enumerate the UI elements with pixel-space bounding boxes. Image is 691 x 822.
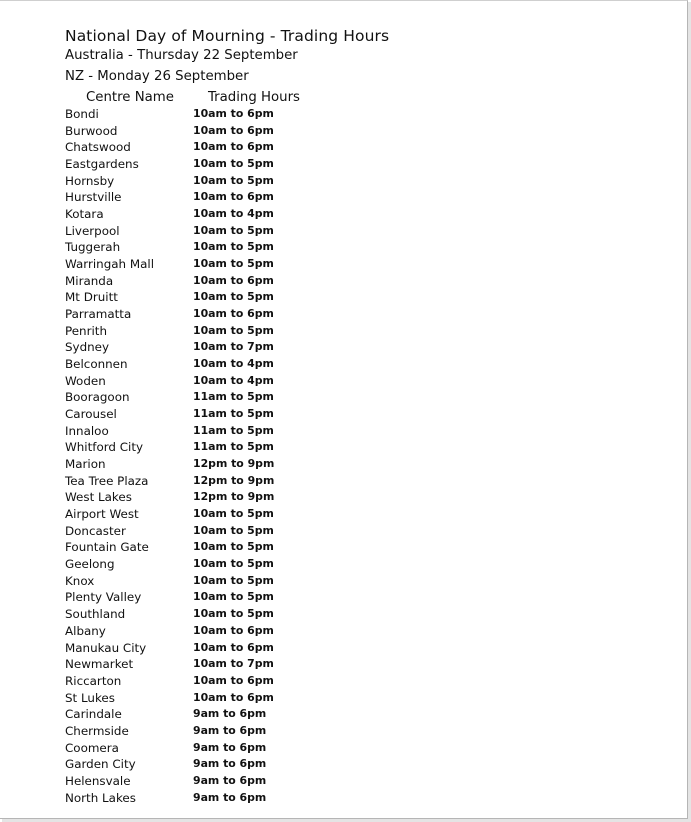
trading-hours-cell: 10am to 6pm	[193, 140, 274, 154]
trading-hours-cell: 12pm to 9pm	[193, 473, 275, 487]
centre-name-cell: Miranda	[65, 273, 114, 288]
table-row	[0, 706, 688, 723]
centre-name-cell: Warringah Mall	[65, 257, 154, 272]
trading-hours-cell: 10am to 6pm	[193, 190, 274, 204]
trading-hours-cell: 10am to 5pm	[193, 523, 274, 537]
centre-name-cell: Garden City	[65, 757, 136, 772]
table-row	[0, 523, 688, 540]
table-row	[0, 423, 688, 440]
trading-hours-cell: 11am to 5pm	[193, 390, 274, 404]
table-row	[0, 223, 688, 240]
table-row	[0, 439, 688, 456]
centre-name-cell: Southland	[65, 607, 126, 622]
centre-name-cell: Riccarton	[65, 673, 122, 688]
table-row	[0, 690, 688, 707]
centre-name-cell: Carindale	[65, 707, 122, 722]
trading-hours-cell: 10am to 5pm	[193, 573, 274, 587]
table-row	[0, 189, 688, 206]
page-title: National Day of Mourning - Trading Hours	[65, 27, 390, 45]
centre-name-cell: Doncaster	[65, 523, 126, 538]
trading-hours-cell: 10am to 5pm	[193, 157, 274, 171]
trading-hours-cell: 10am to 4pm	[193, 357, 274, 371]
table-row	[0, 373, 688, 390]
table-row	[0, 740, 688, 757]
table-row	[0, 489, 688, 506]
trading-hours-cell: 10am to 5pm	[193, 223, 274, 237]
table-row	[0, 156, 688, 173]
trading-hours-cell: 11am to 5pm	[193, 440, 274, 454]
centre-name-cell: Fountain Gate	[65, 540, 149, 555]
centre-name-cell: Belconnen	[65, 357, 128, 372]
centre-name-cell: St Lukes	[65, 690, 115, 705]
centre-name-cell: Albany	[65, 623, 106, 638]
table-row	[0, 239, 688, 256]
trading-hours-cell: 10am to 4pm	[193, 207, 274, 221]
table-row	[0, 539, 688, 556]
trading-hours-cell: 10am to 5pm	[193, 607, 274, 621]
centre-name-cell: Airport West	[65, 507, 139, 522]
centre-name-cell: Whitford City	[65, 440, 144, 455]
table-row	[0, 139, 688, 156]
table-row	[0, 389, 688, 406]
table-row	[0, 723, 688, 740]
table-row	[0, 573, 688, 590]
trading-hours-cell: 10am to 5pm	[193, 557, 274, 571]
centre-name-cell: Chatswood	[65, 140, 131, 155]
centre-name-cell: North Lakes	[65, 790, 136, 805]
centre-name-cell: Kotara	[65, 207, 104, 222]
table-row	[0, 589, 688, 606]
trading-hours-cell: 9am to 6pm	[193, 740, 267, 754]
trading-hours-cell: 10am to 5pm	[193, 257, 274, 271]
subtitle-australia: Australia - Thursday 22 September	[65, 48, 298, 63]
subtitle-nz: NZ - Monday 26 September	[65, 69, 249, 84]
centre-name-cell: Innaloo	[65, 423, 109, 438]
table-row	[0, 306, 688, 323]
table-row	[0, 456, 688, 473]
trading-hours-cell: 9am to 6pm	[193, 723, 267, 737]
table-row	[0, 173, 688, 190]
centre-name-cell: West Lakes	[65, 490, 132, 505]
centre-name-cell: Helensvale	[65, 773, 131, 788]
centre-name-cell: Tea Tree Plaza	[65, 473, 149, 488]
trading-hours-cell: 12pm to 9pm	[193, 490, 275, 504]
column-header-centre-name: Centre Name	[86, 90, 174, 105]
table-row	[0, 606, 688, 623]
centre-name-cell: Booragoon	[65, 390, 130, 405]
trading-hours-cell: 10am to 5pm	[193, 590, 274, 604]
trading-hours-cell: 11am to 5pm	[193, 423, 274, 437]
table-row	[0, 673, 688, 690]
table-row	[0, 473, 688, 490]
centre-name-cell: Carousel	[65, 407, 117, 422]
table-row	[0, 106, 688, 123]
trading-hours-cell: 10am to 6pm	[193, 673, 274, 687]
table-row	[0, 656, 688, 673]
centre-name-cell: Manukau City	[65, 640, 147, 655]
trading-hours-cell: 10am to 7pm	[193, 340, 274, 354]
table-row	[0, 640, 688, 657]
trading-hours-cell: 10am to 6pm	[193, 273, 274, 287]
trading-hours-table	[0, 106, 688, 806]
trading-hours-cell: 10am to 7pm	[193, 657, 274, 671]
centre-name-cell: Knox	[65, 573, 95, 588]
table-row	[0, 556, 688, 573]
table-row	[0, 289, 688, 306]
table-row	[0, 256, 688, 273]
table-row	[0, 756, 688, 773]
centre-name-cell: Mt Druitt	[65, 290, 118, 305]
trading-hours-cell: 10am to 5pm	[193, 240, 274, 254]
table-row	[0, 273, 688, 290]
centre-name-cell: Burwood	[65, 123, 118, 138]
trading-hours-cell: 10am to 5pm	[193, 540, 274, 554]
table-row	[0, 206, 688, 223]
centre-name-cell: Geelong	[65, 557, 115, 572]
centre-name-cell: Plenty Valley	[65, 590, 142, 605]
trading-hours-cell: 10am to 5pm	[193, 173, 274, 187]
centre-name-cell: Sydney	[65, 340, 110, 355]
trading-hours-cell: 10am to 5pm	[193, 507, 274, 521]
trading-hours-cell: 9am to 6pm	[193, 773, 267, 787]
trading-hours-cell: 12pm to 9pm	[193, 457, 275, 471]
trading-hours-cell: 10am to 4pm	[193, 373, 274, 387]
centre-name-cell: Bondi	[65, 107, 99, 121]
centre-name-cell: Coomera	[65, 740, 119, 755]
trading-hours-cell: 10am to 6pm	[193, 123, 274, 137]
centre-name-cell: Newmarket	[65, 657, 134, 672]
table-row	[0, 123, 688, 140]
centre-name-cell: Tuggerah	[65, 240, 121, 255]
centre-name-cell: Liverpool	[65, 223, 120, 238]
table-row	[0, 506, 688, 523]
centre-name-cell: Parramatta	[65, 307, 132, 322]
trading-hours-cell: 10am to 5pm	[193, 323, 274, 337]
table-row	[0, 623, 688, 640]
trading-hours-cell: 10am to 5pm	[193, 290, 274, 304]
table-row	[0, 323, 688, 340]
centre-name-cell: Penrith	[65, 323, 107, 338]
centre-name-cell: Chermside	[65, 723, 129, 738]
centre-name-cell: Hurstville	[65, 190, 122, 205]
trading-hours-cell: 10am to 6pm	[193, 107, 274, 120]
trading-hours-cell: 10am to 6pm	[193, 307, 274, 321]
centre-name-cell: Eastgardens	[65, 157, 139, 172]
trading-hours-cell: 10am to 6pm	[193, 623, 274, 637]
table-row	[0, 790, 688, 807]
trading-hours-cell: 9am to 6pm	[193, 707, 267, 721]
table-row	[0, 356, 688, 373]
table-row	[0, 406, 688, 423]
centre-name-cell: Hornsby	[65, 173, 115, 188]
column-header-trading-hours: Trading Hours	[208, 90, 300, 105]
trading-hours-cell: 9am to 6pm	[193, 757, 267, 771]
trading-hours-cell: 10am to 6pm	[193, 690, 274, 704]
trading-hours-cell: 9am to 6pm	[193, 790, 267, 804]
table-row	[0, 773, 688, 790]
centre-name-cell: Marion	[65, 457, 106, 472]
centre-name-cell: Woden	[65, 373, 106, 388]
table-row	[0, 339, 688, 356]
trading-hours-cell: 11am to 5pm	[193, 407, 274, 421]
trading-hours-cell: 10am to 6pm	[193, 640, 274, 654]
